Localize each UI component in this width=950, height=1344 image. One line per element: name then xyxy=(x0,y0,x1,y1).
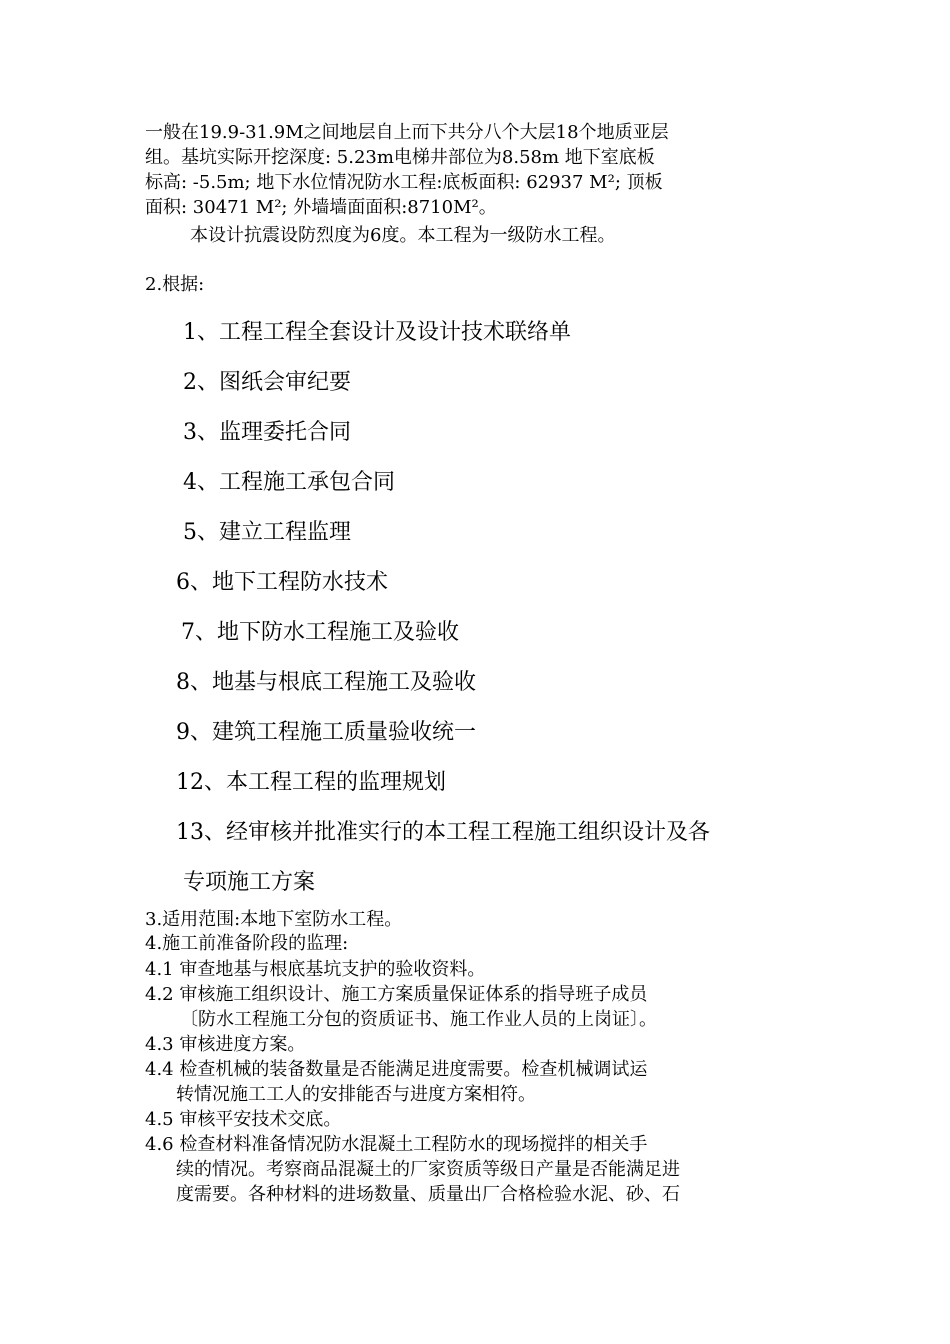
basis-item: 2、图纸会审纪要 xyxy=(183,370,351,395)
section-2-title: 2.根据: xyxy=(145,274,205,295)
section-3: 3.适用范围:本地下室防水工程。 xyxy=(145,909,403,930)
intro-line-1: 一般在19.9-31.9M之间地层自上而下共分八个大层18个地质亚层 xyxy=(145,122,669,143)
basis-item: 13、经审核并批准实行的本工程工程施工组织设计及各 xyxy=(176,820,710,845)
item-4-6-cont: 续的情况。考察商品混凝土的厂家资质等级日产量是否能满足进 xyxy=(176,1159,680,1180)
basis-item: 6、地下工程防水技术 xyxy=(176,570,388,595)
intro-line-3: 标高: -5.5m; 地下水位情况防水工程:底板面积: 62937 M²; 顶板 xyxy=(145,172,663,193)
basis-item: 7、地下防水工程施工及验收 xyxy=(181,620,459,645)
item-4-2: 4.2 审核施工组织设计、施工方案质量保证体系的指导班子成员 xyxy=(145,984,648,1005)
basis-item: 8、地基与根底工程施工及验收 xyxy=(176,670,476,695)
section-4: 4.施工前准备阶段的监理: xyxy=(145,933,349,954)
item-4-2-cont: 〔防水工程施工分包的资质证书、施工作业人员的上岗证〕。 xyxy=(180,1009,657,1030)
intro-line-4: 面积: 30471 M²; 外墙墙面面积:8710M²。 xyxy=(145,197,497,218)
basis-item: 3、监理委托合同 xyxy=(183,420,351,445)
intro-line-2: 组。基坑实际开挖深度: 5.23m电梯井部位为8.58m 地下室底板 xyxy=(145,147,655,168)
basis-item: 12、本工程工程的监理规划 xyxy=(176,770,446,795)
basis-item: 9、建筑工程施工质量验收统一 xyxy=(176,720,476,745)
basis-item: 专项施工方案 xyxy=(183,870,316,895)
basis-item: 4、工程施工承包合同 xyxy=(183,470,395,495)
item-4-1: 4.1 审查地基与根底基坑支护的验收资料。 xyxy=(145,959,486,980)
item-4-6: 4.6 检查材料准备情况防水混凝土工程防水的现场搅拌的相关手 xyxy=(145,1134,648,1155)
basis-item: 1、工程工程全套设计及设计技术联络单 xyxy=(183,320,571,345)
item-4-3: 4.3 审核进度方案。 xyxy=(145,1034,306,1055)
item-4-4-cont: 转情况施工工人的安排能否与进度方案相符。 xyxy=(176,1084,536,1105)
basis-item: 5、建立工程监理 xyxy=(183,520,351,545)
intro-line-5: 本设计抗震设防烈度为6度。本工程为一级防水工程。 xyxy=(190,225,616,246)
item-4-5: 4.5 审核平安技术交底。 xyxy=(145,1109,342,1130)
item-4-4: 4.4 检查机械的装备数量是否能满足进度需要。检查机械调试运 xyxy=(145,1059,648,1080)
item-4-6-cont: 度需要。各种材料的进场数量、质量出厂合格检验水泥、砂、石 xyxy=(176,1184,680,1205)
